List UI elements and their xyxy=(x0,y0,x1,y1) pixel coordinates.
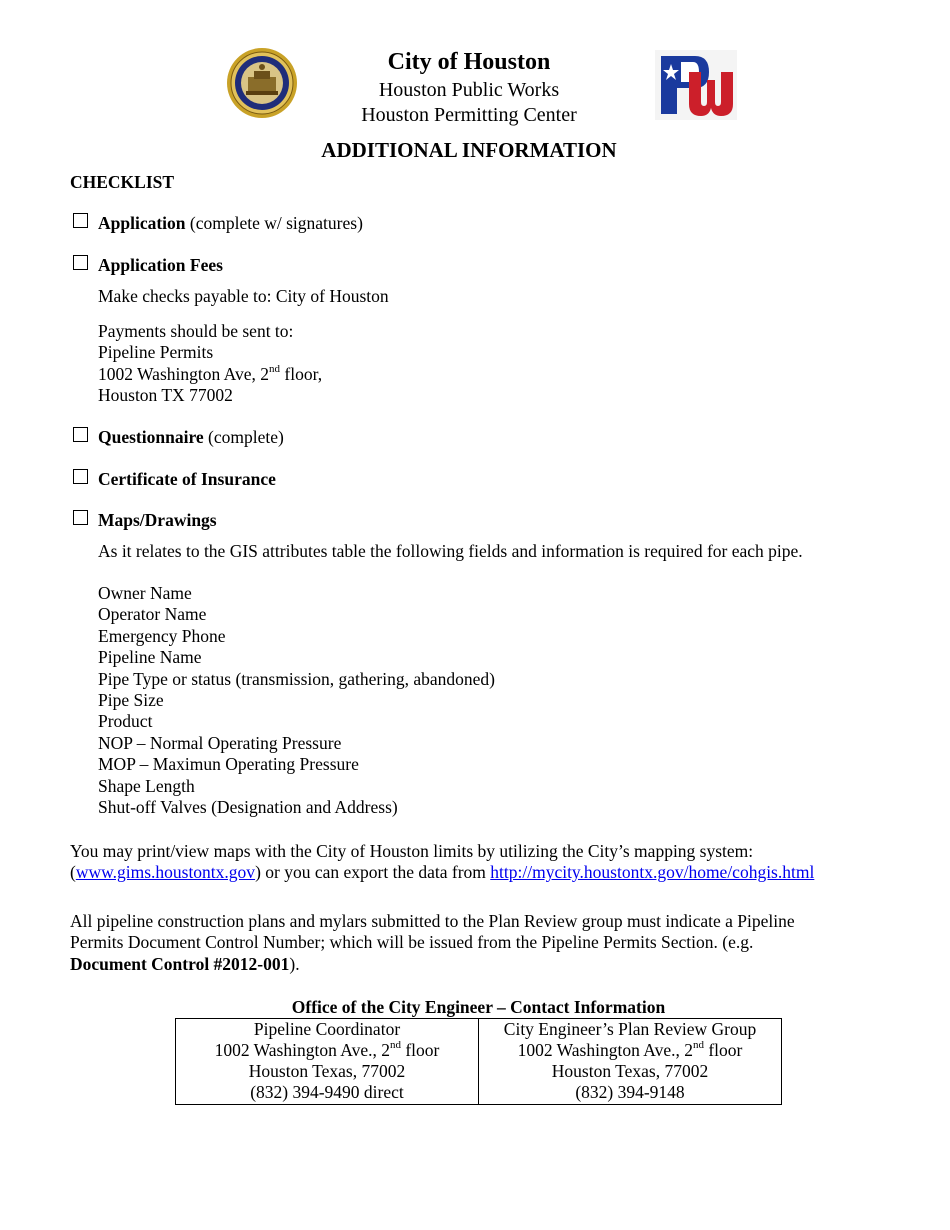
pipeline-coordinator-phone: (832) 394-9490 direct xyxy=(250,1082,404,1102)
payment-address-line2-post: floor, xyxy=(280,364,323,384)
list-item: Emergency Phone xyxy=(98,625,226,646)
open-paren: ( xyxy=(70,862,76,882)
application-fees-checkbox[interactable] xyxy=(73,255,88,270)
application-fees-label: Application Fees xyxy=(98,255,223,275)
plans-text-line1: All pipeline construction plans and mylars submitted to the Plan Review group must indicate a Pipeline xyxy=(70,911,795,931)
payment-address-line2 xyxy=(98,364,322,385)
document-control-example: Document Control #2012-001 xyxy=(70,954,290,974)
gis-fields-list xyxy=(98,583,495,818)
questionnaire-label: Questionnaire xyxy=(98,427,204,447)
list-item: Product xyxy=(98,711,153,732)
plans-text-line3 xyxy=(70,954,300,975)
application-label: Application xyxy=(98,213,186,233)
document-title: ADDITIONAL INFORMATION xyxy=(321,138,617,162)
payments-sent-to-text: Payments should be sent to: xyxy=(98,321,294,341)
plans-text-line2: Permits Document Control Number; which will be issued from the Pipeline Permits Section. (e.g. xyxy=(70,932,754,952)
list-item: MOP – Maximun Operating Pressure xyxy=(98,754,359,775)
checklist-heading: CHECKLIST xyxy=(70,172,175,192)
address-sup: nd xyxy=(389,1039,401,1052)
list-item: Shape Length xyxy=(98,775,195,796)
mapping-text-line2 xyxy=(70,862,814,883)
department-name: Houston Public Works xyxy=(378,79,560,101)
list-item: Shut-off Valves (Designation and Address) xyxy=(98,797,398,818)
plan-review-group-phone: (832) 394-9148 xyxy=(575,1082,685,1102)
payment-address-line2-pre: 1002 Washington Ave, 2 xyxy=(98,364,269,384)
address-pre: 1002 Washington Ave., 2 xyxy=(517,1040,693,1060)
questionnaire-item xyxy=(98,427,284,448)
contact-table-title: Office of the City Engineer – Contact Information xyxy=(291,997,666,1017)
plan-review-group-city: Houston Texas, 77002 xyxy=(551,1061,709,1081)
center-name: Houston Permitting Center xyxy=(361,104,577,126)
list-item: Owner Name xyxy=(98,583,192,603)
list-item: Pipeline Name xyxy=(98,647,202,668)
payment-address-line2-sup: nd xyxy=(269,363,280,376)
plan-review-group-cell xyxy=(479,1019,782,1105)
questionnaire-checkbox[interactable] xyxy=(73,427,88,442)
plan-review-group-address xyxy=(481,1040,779,1061)
checks-payable-text: Make checks payable to: City of Houston xyxy=(98,286,389,306)
maps-drawings-label: Maps/Drawings xyxy=(98,510,217,530)
table-row xyxy=(176,1019,782,1105)
application-item xyxy=(98,213,363,234)
pipeline-coordinator-cell xyxy=(176,1019,479,1105)
list-item: Pipe Size xyxy=(98,690,164,711)
address-post: floor xyxy=(400,1040,440,1060)
application-note: (complete w/ signatures) xyxy=(185,213,363,233)
contact-table xyxy=(175,1018,782,1105)
address-sup: nd xyxy=(692,1039,704,1052)
mapping-mid-text: ) or you can export the data from xyxy=(255,862,491,882)
mapping-text-line1: You may print/view maps with the City of Houston limits by utilizing the City’s mapping system: xyxy=(70,841,754,861)
cohgis-link[interactable]: http://mycity.houstontx.gov/home/cohgis.html xyxy=(490,862,815,882)
payment-address-line3: Houston TX 77002 xyxy=(98,385,233,405)
gis-intro-text: As it relates to the GIS attributes table the following fields and information is required for each pipe. xyxy=(98,541,803,561)
payment-address-line1: Pipeline Permits xyxy=(98,342,214,362)
list-item: Operator Name xyxy=(98,604,207,625)
pipeline-coordinator-address xyxy=(178,1040,476,1061)
list-item: Pipe Type or status (transmission, gathering, abandoned) xyxy=(98,668,495,689)
questionnaire-note: (complete) xyxy=(203,427,284,447)
public-works-pw-logo-icon xyxy=(655,50,737,120)
insurance-checkbox[interactable] xyxy=(73,469,88,484)
application-checkbox[interactable] xyxy=(73,213,88,228)
maps-drawings-checkbox[interactable] xyxy=(73,510,88,525)
address-pre: 1002 Washington Ave., 2 xyxy=(214,1040,390,1060)
gims-link[interactable]: www.gims.houstontx.gov xyxy=(75,862,256,882)
plan-review-group-name: City Engineer’s Plan Review Group xyxy=(503,1019,757,1039)
city-title: City of Houston xyxy=(387,49,551,75)
insurance-label: Certificate of Insurance xyxy=(98,469,276,489)
plans-end: ). xyxy=(289,954,300,974)
pipeline-coordinator-city: Houston Texas, 77002 xyxy=(248,1061,406,1081)
list-item: NOP – Normal Operating Pressure xyxy=(98,732,342,753)
address-post: floor xyxy=(703,1040,743,1060)
pipeline-coordinator-name: Pipeline Coordinator xyxy=(253,1019,401,1039)
